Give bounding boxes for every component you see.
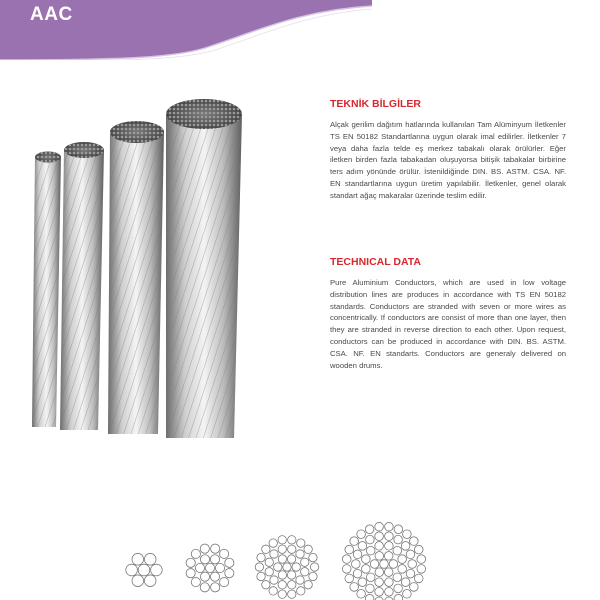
wire-strand <box>270 576 278 584</box>
english-technical-section <box>330 256 566 371</box>
wire-strand <box>225 569 234 578</box>
cross-section-61-wire <box>342 522 425 600</box>
wire-strand <box>401 578 410 587</box>
wire-strand <box>394 535 403 544</box>
wire-strand <box>297 539 305 547</box>
turkish-technical-section <box>330 98 566 202</box>
wire-strand <box>366 584 375 593</box>
wire-strand <box>385 522 394 531</box>
wire-strand <box>310 563 318 571</box>
wire-strand <box>357 590 366 599</box>
wire-strand <box>296 576 304 584</box>
wire-strand <box>186 569 195 578</box>
wire-strand <box>288 545 296 553</box>
wire-strand <box>270 550 278 558</box>
wire-strand <box>384 568 393 577</box>
wire-strand <box>200 544 209 553</box>
wire-strand <box>394 594 403 600</box>
wire-strand <box>287 571 295 579</box>
wire-strand <box>345 545 354 554</box>
wire-strand <box>283 563 291 571</box>
wire-strand <box>200 555 209 564</box>
cable-extra-large <box>166 99 242 438</box>
wire-strand <box>384 552 393 561</box>
header-banner <box>0 0 600 60</box>
cable-large <box>108 121 164 434</box>
wire-strand <box>210 555 219 564</box>
turkish-body: Alçak gerilim dağıtım hatlarında kullanılan Tam Alüminyum İletkenler TS EN 50182 Standartlarına uygun olarak imal edilirler. İletkenler 7 veya daha fazla telde eş merkez tabakalı olarak örülürler. Eğer iletken birden fazla tabakadan oluşuyorsa bitişik tabakalar birbirine ters adım yönünde örülür. İstenildiğinde DIN. BS. ASTM. CSA. NF. EN standartlarına uygun üretim yapılabilir. İletkenler, genel olarak standart ağaç makaralar üzerinde teslim edilir. <box>330 120 566 200</box>
wire-strand <box>406 550 415 559</box>
wire-strand <box>132 553 144 565</box>
wire-strand <box>278 581 286 589</box>
wire-strand <box>403 590 412 599</box>
wire-strand <box>211 583 220 592</box>
english-heading: TECHNICAL DATA <box>330 256 421 268</box>
wire-strand <box>353 569 362 578</box>
wire-strand <box>211 544 220 553</box>
wire-strand <box>350 537 359 546</box>
wire-strand <box>366 535 375 544</box>
wire-strand <box>304 581 312 589</box>
wire-strand <box>353 550 362 559</box>
wire-strand <box>278 545 286 553</box>
cables-illustration <box>20 95 280 440</box>
cross-sections-illustration <box>120 512 440 600</box>
wire-strand <box>257 553 265 561</box>
wire-strand <box>269 587 277 595</box>
wire-strand <box>200 572 209 581</box>
wire-strand <box>144 575 156 587</box>
wire-strand <box>205 563 214 572</box>
turkish-heading: TEKNİK BİLGİLER <box>330 98 421 110</box>
wire-strand <box>414 574 423 583</box>
cable-medium <box>60 142 104 430</box>
cross-section-19-wire <box>186 544 234 592</box>
wire-strand <box>394 584 403 593</box>
wire-strand <box>151 564 163 576</box>
wire-strand <box>417 565 426 574</box>
wire-strand <box>385 578 394 587</box>
wire-strand <box>401 542 410 551</box>
wire-strand <box>358 542 367 551</box>
wire-strand <box>255 563 263 571</box>
wire-strand <box>296 550 304 558</box>
wire-strand <box>385 587 394 596</box>
wire-strand <box>393 546 402 555</box>
wire-strand <box>342 565 351 574</box>
wire-strand <box>366 546 375 555</box>
wire-strand <box>138 564 150 576</box>
wire-strand <box>220 549 229 558</box>
english-body: Pure Aluminium Conductors, which are used in low voltage distribution lines are produces in accordance with TS EN 50182 standards. Conductors are stranded with seven or more wires as concentrically. If conductors are consist of more than one layer, then they are stranded in reverse direction to each other. Upon request, conductors can be produced in accordance with DIN. BS. ASTM. CSA. NF. EN standarts. Conductors are generaly delivered on wooden drums. <box>330 278 566 370</box>
wire-strand <box>215 563 224 572</box>
wire-strand <box>410 583 419 592</box>
wire-strand <box>288 581 296 589</box>
wire-strand <box>297 587 305 595</box>
wire-strand <box>357 530 366 539</box>
wire-strand <box>292 563 300 571</box>
wire-strand <box>375 522 384 531</box>
wire-strand <box>304 545 312 553</box>
wire-strand <box>358 578 367 587</box>
wire-strand <box>257 572 265 580</box>
wire-strand <box>375 542 384 551</box>
wire-strand <box>375 578 384 587</box>
wire-strand <box>262 581 270 589</box>
wire-strand <box>385 532 394 541</box>
wire-strand <box>200 583 209 592</box>
wire-strand <box>370 560 379 569</box>
wire-strand <box>375 568 384 577</box>
wire-strand <box>225 558 234 567</box>
wire-strand <box>278 590 286 598</box>
wire-strand <box>408 560 417 569</box>
wire-strand <box>362 565 371 574</box>
wire-strand <box>278 536 286 544</box>
wire-strand <box>274 563 282 571</box>
wire-strand <box>186 558 195 567</box>
wire-strand <box>195 563 204 572</box>
wire-strand <box>191 578 200 587</box>
wire-strand <box>375 552 384 561</box>
wire-strand <box>414 545 423 554</box>
wire-strand <box>126 564 138 576</box>
wire-strand <box>278 555 286 563</box>
wire-strand <box>301 568 309 576</box>
cable-small <box>32 152 61 428</box>
wire-strand <box>362 555 371 564</box>
wire-strand <box>352 560 361 569</box>
wire-strand <box>269 539 277 547</box>
wire-strand <box>210 572 219 581</box>
wire-strand <box>365 525 374 534</box>
wire-strand <box>375 587 384 596</box>
wire-strand <box>365 594 374 600</box>
wire-strand <box>342 555 351 564</box>
wire-strand <box>345 574 354 583</box>
wire-strand <box>380 560 389 569</box>
wire-strand <box>191 549 200 558</box>
cross-section-37-wire <box>255 536 319 599</box>
wire-strand <box>398 565 407 574</box>
cross-section-7-wire <box>126 553 162 586</box>
wire-strand <box>265 568 273 576</box>
wire-strand <box>309 572 317 580</box>
wire-strand <box>288 536 296 544</box>
wire-strand <box>385 542 394 551</box>
wire-strand <box>398 555 407 564</box>
wire-strand <box>288 590 296 598</box>
wire-strand <box>278 571 286 579</box>
wire-strand <box>366 573 375 582</box>
wire-strand <box>220 578 229 587</box>
wire-strand <box>406 569 415 578</box>
wire-strand <box>309 553 317 561</box>
wire-strand <box>403 530 412 539</box>
wire-strand <box>265 558 273 566</box>
wire-strand <box>144 553 156 565</box>
wire-strand <box>417 555 426 564</box>
wire-strand <box>287 555 295 563</box>
wire-strand <box>301 558 309 566</box>
wire-strand <box>410 537 419 546</box>
wire-strand <box>350 583 359 592</box>
wire-strand <box>393 573 402 582</box>
wire-strand <box>394 525 403 534</box>
wire-strand <box>132 575 144 587</box>
product-title: AAC <box>30 4 73 25</box>
wire-strand <box>262 545 270 553</box>
wire-strand <box>375 532 384 541</box>
wire-strand <box>389 560 398 569</box>
